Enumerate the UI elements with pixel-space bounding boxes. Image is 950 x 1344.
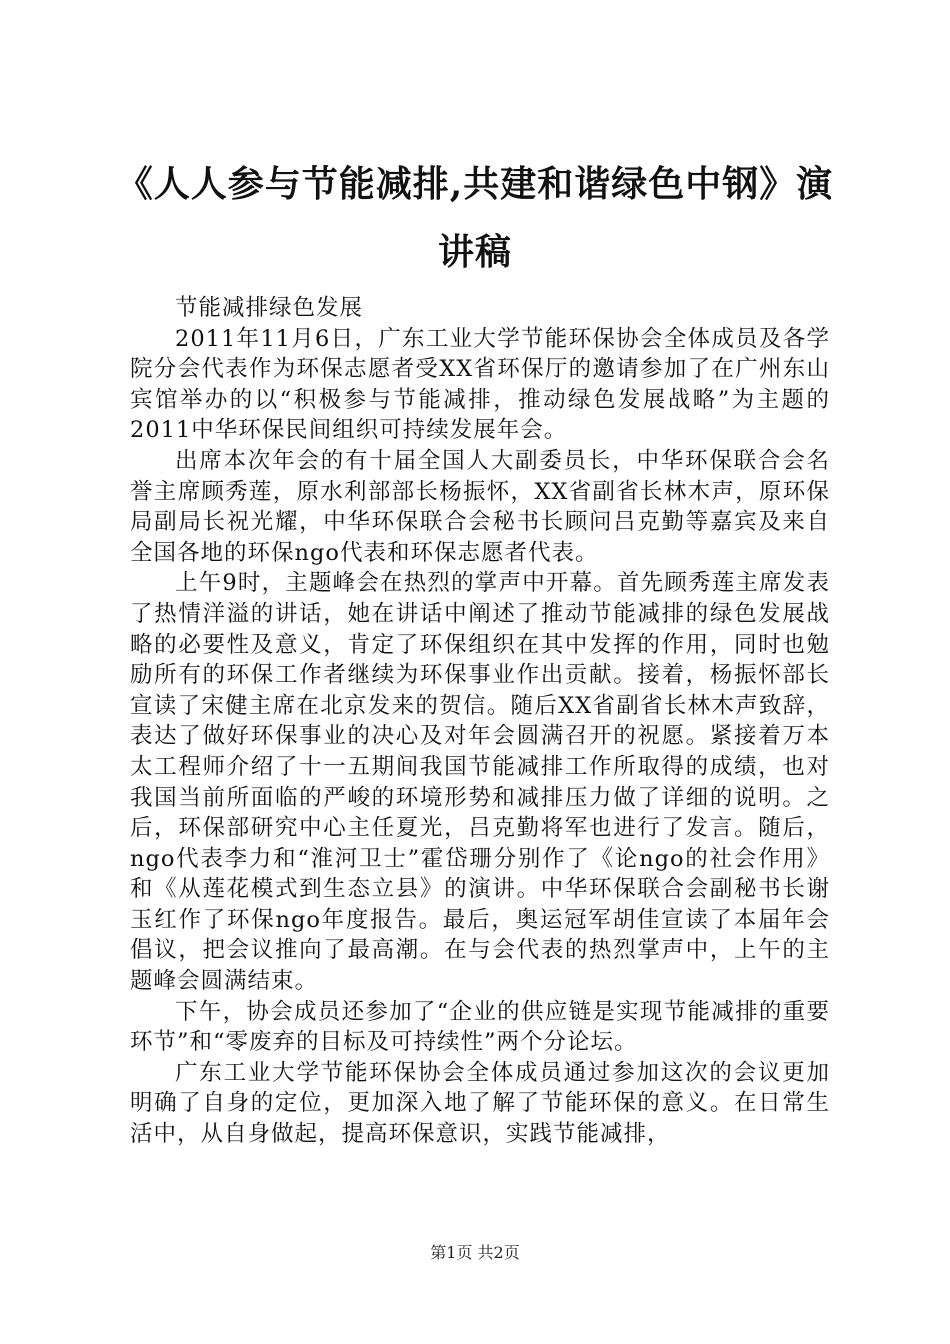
page-title: 《人人参与节能减排,共建和谐绿色中钢》演讲稿	[116, 163, 834, 273]
page-number-footer: 第1页 共2页	[430, 1243, 520, 1262]
section-heading: 节能减排绿色发展	[175, 295, 364, 321]
paragraph: 广东工业大学节能环保协会全体成员通过参加这次的会议更加明确了自身的定位，更加深入地了解了节能环保的意义。在日常生活中，从自身做起，提高环保意识，实践节能减排，	[130, 1059, 830, 1148]
paragraph: 出席本次年会的有十届全国人大副委员长，中华环保联合会名誉主席顾秀莲，原水利部部长杨振怀，XX省副省长林木声，原环保局副局长祝光耀，中华环保联合会秘书长顾问吕克勤等嘉宾及来自全国各地的环保ngo代表和环保志愿者代表。	[130, 447, 830, 566]
document-body	[130, 293, 830, 1150]
paragraph: 下午，协会成员还参加了“企业的供应链是实现节能减排的重要环节”和“零废弃的目标及可持续性”两个分论坛。	[130, 998, 830, 1056]
paragraph: 上午9时，主题峰会在热烈的掌声中开幕。首先顾秀莲主席发表了热情洋溢的讲话，她在讲话中阐述了推动节能减排的绿色发展战略的必要性及意义，肯定了环保组织在其中发挥的作用，同时也勉励所有的环保工作者继续为环保事业作出贡献。接着，杨振怀部长宣读了宋健主席在北京发来的贺信。随后XX省副省长林木声致辞，表达了做好环保事业的决心及对年会圆满召开的祝愿。紧接着万本太工程师介绍了十一五期间我国节能减排工作所取得的成绩，也对我国当前所面临的严峻的环境形势和减排压力做了详细的说明。之后，环保部研究中心主任夏光，吕克勤将军也进行了发言。随后，ngo代表李力和“淮河卫士”霍岱珊分别作了《论ngo的社会作用》和《从莲花模式到生态立县》的演讲。中华环保联合会副秘书长谢玉红作了环保ngo年度报告。最后，奥运冠军胡佳宣读了本届年会倡议，把会议推向了最高潮。在与会代表的热烈掌声中，上午的主题峰会圆满结束。	[130, 570, 830, 995]
paragraph: 2011年11月6日，广东工业大学节能环保协会全体成员及各学院分会代表作为环保志愿者受XX省环保厅的邀请参加了在广州东山宾馆举办的以“积极参与节能减排，推动绿色发展战略”为主题的2011中华环保民间组织可持续发展年会。	[130, 325, 830, 444]
